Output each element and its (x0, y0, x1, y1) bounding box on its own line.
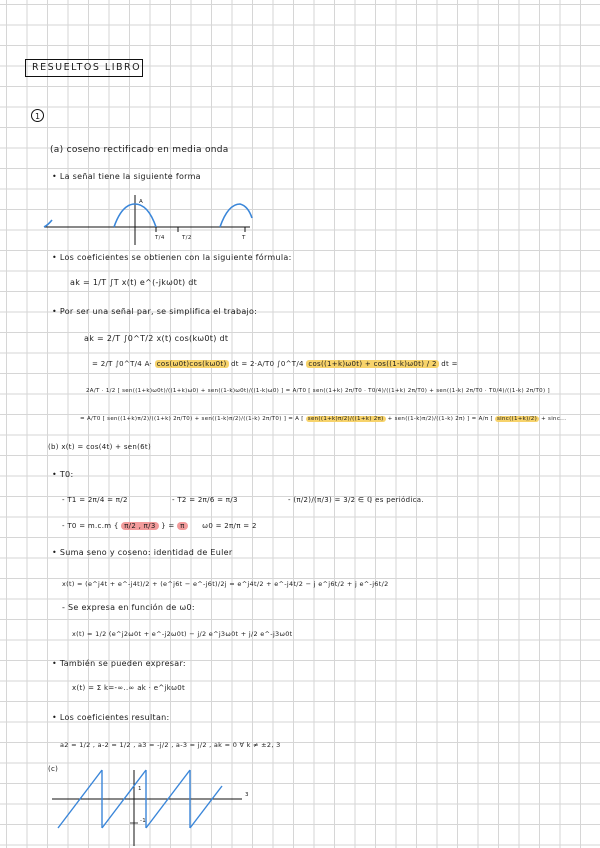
page-title: RESUELTOS LIBRO (25, 59, 143, 77)
t0-label: • T0: (52, 470, 74, 479)
euler-label: • Suma seno y coseno: identidad de Euler (52, 548, 233, 557)
sawtooth-label-3: 3 (245, 792, 249, 798)
t0-pi-highlight: π (177, 522, 188, 530)
problem-number: 1 (31, 109, 44, 122)
graph1-label-A: A (139, 199, 144, 205)
t0-mcm-line (62, 522, 257, 530)
euler-equation: x(t) = (e^j4t + e^-j4t)/2 + (e^j6t − e^-j6t)/2j = e^j4t/2 + e^-j4t/2 − j e^j6t/2 + j e^-j6t/2 (62, 580, 389, 588)
derivation-line-3: 2A/T · 1/2 [ sen((1+k)ω0t)/((1+k)ω0) + sen((1-k)ω0t)/((1-k)ω0) ] = A/T0 [ sen((1+k) 2π/T0 · T0/4)/((1+k) 2π/T0) + sen((1-k) 2π/T0 · T0/4)/((1-k) 2π/T0) ] (86, 388, 550, 394)
sawtooth-label-1: 1 (138, 786, 142, 792)
bullet-signal-shape: • La señal tiene la siguiente forma (52, 172, 201, 181)
part-c-heading: (c) (48, 765, 59, 773)
part-b-heading: (b) x(t) = cos(4t) + sen(6t) (48, 443, 151, 451)
coefficients-equation: a2 = 1/2 , a-2 = 1/2 , a3 = -j/2 , a-3 = j/2 , ak = 0 ∀ k ≠ ±2, 3 (60, 741, 281, 749)
t0-mcm-highlight: π/2 , π/3 (121, 522, 158, 530)
coefficients-label: • Los coeficientes resultan: (52, 713, 170, 722)
t0-ratio: - (π/2)/(π/3) = 3/2 ∈ ℚ es periódica. (288, 496, 424, 504)
line4-end: + sinc... (541, 416, 567, 422)
w0-label: - Se expresa en función de ω0: (62, 603, 195, 612)
line2-fraction-highlight: cos((1+k)ω0t) + cos((1-k)ω0t) / 2 (308, 360, 437, 368)
w0-equation: x(t) = 1/2 (e^j2ω0t + e^-j2ω0t) − j/2 e^j3ω0t + j/2 e^-j3ω0t (72, 630, 293, 638)
rectified-cosine-graph (40, 190, 260, 250)
graph1-label-T: T (242, 235, 246, 241)
t0-period-1: - T1 = 2π/4 = π/2 (62, 496, 128, 504)
bullet-even-signal: • Por ser una señal par, se simplifica el trabajo: (52, 307, 258, 316)
graph1-label-T2: T/2 (182, 235, 192, 241)
derivation-line-4 (80, 416, 566, 422)
line4-highlight-sinc: sinc((1+k)/2) (496, 416, 538, 422)
sawtooth-label-minus-1: -1 (140, 818, 147, 824)
t0-mcm-pre: - T0 = m.c.m { (62, 522, 119, 530)
t0-w0: ω0 = 2π/π = 2 (202, 522, 257, 530)
line4-start: = A/T0 [ sen((1+k)π/2)/((1+k) 2π/T0) + sen((1-k)π/2)/((1-k) 2π/T0) ] = A [ (80, 416, 304, 422)
graph1-label-T4: T/4 (155, 235, 165, 241)
line2-highlight: cos(ω0t)cos(kω0t) (156, 360, 227, 368)
line2-start: = 2/T ∫0^T/4 A· (92, 360, 153, 368)
bullet-coefficient-formula: • Los coeficientes se obtienen con la siguiente fórmula: (52, 253, 292, 262)
line2-end: dt = (441, 360, 458, 368)
sawtooth-graph (50, 768, 250, 848)
formula-ak: ak = 1/T ∫T x(t) e^(-jkω0t) dt (70, 278, 198, 287)
derivation-line-2 (92, 360, 458, 368)
series-equation: x(t) = Σ k=-∞..∞ ak · e^jkω0t (72, 684, 186, 692)
t0-mcm-post: } = (161, 522, 175, 530)
line4-highlight-1: sen((1+k)π/2)/((1+k) 2π) (307, 416, 384, 422)
t0-period-2: - T2 = 2π/6 = π/3 (172, 496, 238, 504)
line4-middle: + sen((1-k)π/2)/((1-k) 2π) ] = A/π [ (387, 416, 493, 422)
derivation-line-1: ak = 2/T ∫0^T/2 x(t) cos(kω0t) dt (84, 334, 229, 343)
part-a-heading: (a) coseno rectificado en media onda (50, 145, 229, 155)
line2-middle: dt = 2·A/T0 ∫0^T/4 (231, 360, 304, 368)
series-label: • También se pueden expresar: (52, 659, 186, 668)
